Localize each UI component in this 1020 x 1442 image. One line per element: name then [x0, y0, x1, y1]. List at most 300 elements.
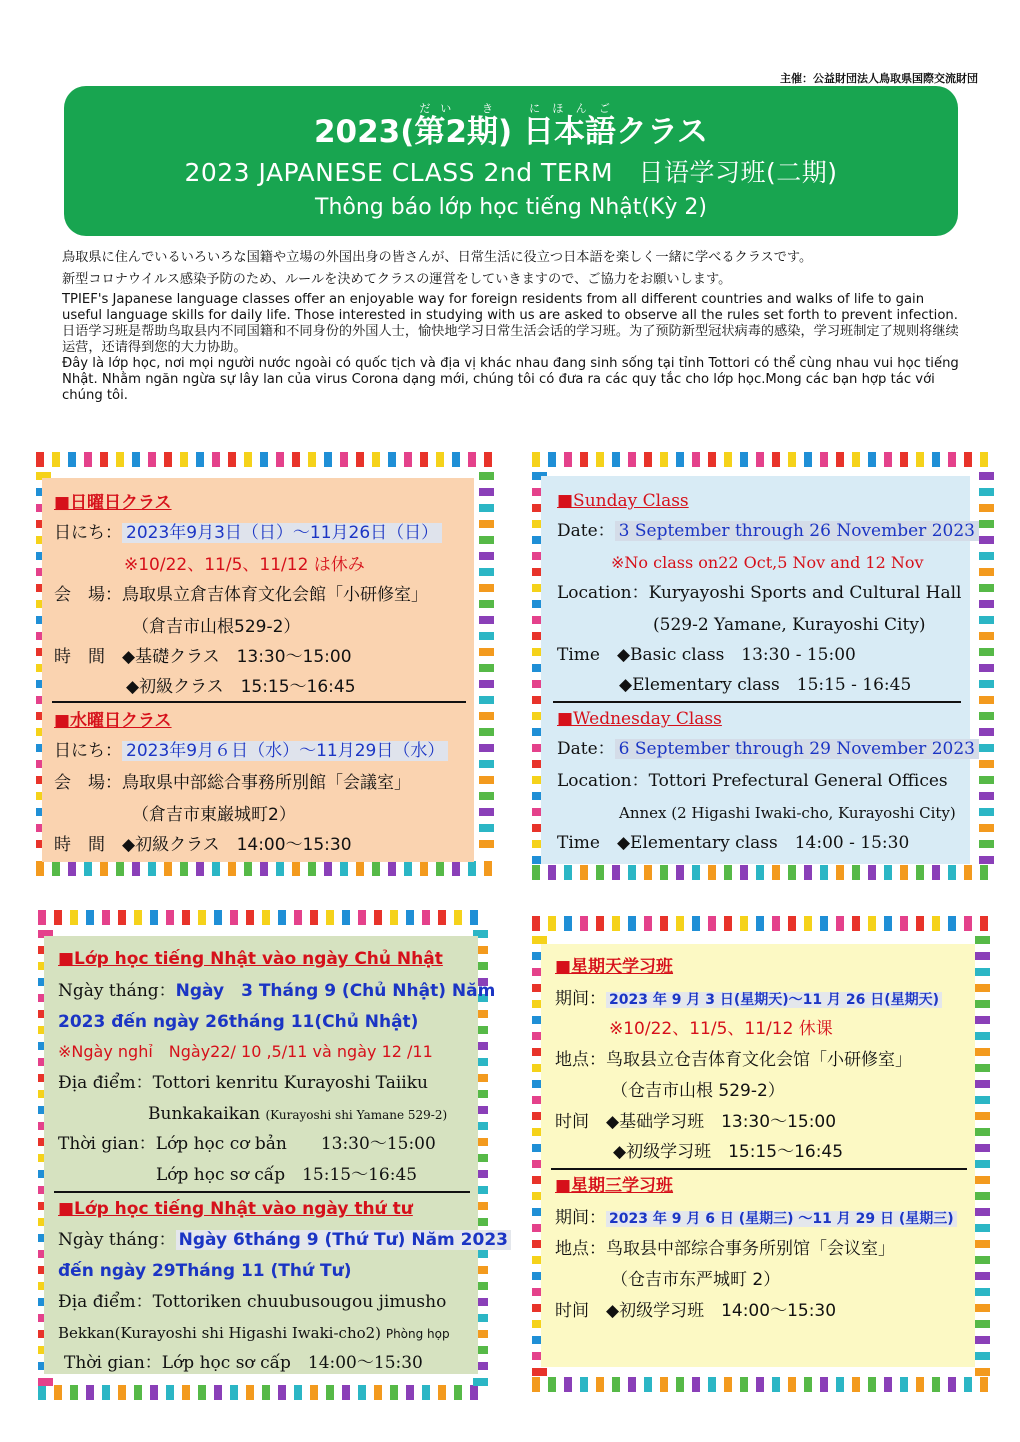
confetti-dash — [975, 1048, 990, 1056]
confetti-dash — [979, 744, 994, 752]
confetti-dash — [228, 452, 236, 467]
confetti-dash — [436, 452, 444, 467]
confetti-dash — [979, 504, 994, 512]
confetti-dash — [804, 865, 812, 880]
confetti-dash — [692, 865, 700, 880]
ja-wed-title — [54, 710, 172, 732]
confetti-dash — [980, 916, 988, 931]
zh-sun-date-row — [555, 988, 942, 1011]
confetti-dash — [612, 452, 620, 467]
confetti-dash — [964, 865, 972, 880]
ja-wed-date-label: 日にち： — [54, 741, 122, 761]
confetti-dash — [340, 452, 348, 467]
title-mid: ) — [497, 114, 523, 150]
confetti-dash — [484, 861, 492, 876]
confetti-dash — [479, 568, 494, 576]
confetti-dash — [468, 861, 476, 876]
confetti-dash — [479, 792, 494, 800]
confetti-dash — [948, 865, 956, 880]
confetti-dash — [479, 584, 494, 592]
confetti-dash — [479, 632, 494, 640]
zh-wed-title-text: ■星期三学习班 — [555, 1176, 674, 1196]
en-wed-time-row — [557, 832, 909, 854]
confetti-dash — [166, 910, 174, 925]
confetti-dash — [628, 452, 636, 467]
confetti-dash — [660, 1377, 668, 1392]
confetti-dash — [975, 1000, 990, 1008]
confetti-dash — [36, 452, 44, 467]
ja-sun-date: 2023年9月3日（日）～11月26日（日） — [122, 523, 442, 543]
page-title — [64, 102, 958, 150]
vi-wed-date-b: đến ngày 29Tháng 11 (Thứ Tư) — [58, 1261, 352, 1281]
confetti-dash — [548, 452, 556, 467]
en-separator — [553, 701, 961, 703]
confetti-dash — [326, 1385, 334, 1400]
confetti-dash — [548, 865, 556, 880]
zh-wed-place-label: 地点： — [555, 1239, 606, 1259]
confetti-dash — [788, 452, 796, 467]
en-wed-title-text: ■Wednesday Class — [557, 709, 722, 729]
zh-wed-place-row — [555, 1238, 895, 1260]
vi-wed-loc-row — [58, 1291, 446, 1313]
confetti-dash — [852, 1377, 860, 1392]
confetti-dash — [708, 452, 716, 467]
vi-sun-time-row — [58, 1133, 436, 1155]
vietnamese-schedule-panel — [44, 936, 508, 1374]
confetti-dash — [246, 1385, 254, 1400]
confetti-dash — [84, 861, 92, 876]
confetti-dash — [979, 728, 994, 736]
confetti-dash — [975, 1336, 990, 1344]
ja-sun-place-label: 会 場： — [54, 585, 122, 605]
confetti-dash — [612, 1377, 620, 1392]
zh-sun-time1: ◆基础学习班 13:30～15:00 — [606, 1112, 837, 1132]
vi-wed-loc: Tottoriken chuubusougou jimusho — [152, 1292, 447, 1312]
ja-sun-addr: （倉吉市山根529-2） — [132, 617, 301, 637]
title-year: 2023( — [313, 114, 415, 150]
confetti-dash — [532, 865, 540, 880]
confetti-dash — [692, 916, 700, 931]
confetti-dash — [884, 1377, 892, 1392]
ja-wed-title-text: ■水曜日クラス — [54, 711, 172, 731]
confetti-dash — [54, 910, 62, 925]
confetti-dash — [454, 910, 462, 925]
confetti-dash — [580, 916, 588, 931]
confetti-dash — [292, 861, 300, 876]
confetti-dash — [975, 1368, 990, 1376]
confetti-dash — [975, 1256, 990, 1264]
confetti-dash — [948, 452, 956, 467]
confetti-dash — [244, 452, 252, 467]
confetti-dash — [564, 1377, 572, 1392]
confetti-dash — [479, 744, 494, 752]
confetti-dash — [116, 861, 124, 876]
confetti-dash — [390, 910, 398, 925]
confetti-dash — [276, 861, 284, 876]
confetti-dash — [484, 452, 492, 467]
confetti-dash — [948, 916, 956, 931]
confetti-dash — [36, 861, 44, 876]
confetti-dash — [980, 865, 988, 880]
confetti-dash — [979, 632, 994, 640]
confetti-dash — [212, 452, 220, 467]
confetti-dash — [979, 712, 994, 720]
ja-wed-addr: （倉吉市東巌城町2） — [132, 805, 296, 825]
vi-wed-time-row — [64, 1352, 423, 1374]
vi-sun-time1: Lớp học cơ bản 13:30～15:00 — [155, 1134, 436, 1154]
confetti-dash — [580, 1377, 588, 1392]
confetti-dash — [975, 1064, 990, 1072]
zh-wed-date-row — [555, 1207, 957, 1230]
confetti-dash — [900, 916, 908, 931]
confetti-dash — [979, 472, 994, 480]
title-ja: 日本語 — [522, 114, 616, 150]
intro-en: TPIEF's Japanese language classes offer an enjoyable way for foreign residents from all different countries and walks of life to gain useful language skills for daily life. Those interested in studying with us are asked to observe all the rules set forth to prevent infection. — [62, 292, 958, 323]
confetti-dash — [979, 680, 994, 688]
confetti-dash — [54, 1385, 62, 1400]
confetti-dash — [132, 861, 140, 876]
en-wed-loc-label: Location： — [557, 771, 649, 791]
vi-wed-date-row — [58, 1229, 511, 1251]
confetti-dash — [975, 936, 990, 944]
confetti-dash — [628, 916, 636, 931]
confetti-dash — [975, 1288, 990, 1296]
confetti-dash — [916, 865, 924, 880]
en-sun-time2: ◆Elementary class 15:15 - 16:45 — [619, 675, 912, 695]
confetti-dash — [324, 861, 332, 876]
confetti-dash — [374, 910, 382, 925]
confetti-dash — [196, 861, 204, 876]
confetti-dash — [676, 865, 684, 880]
confetti-dash — [868, 452, 876, 467]
confetti-dash — [150, 1385, 158, 1400]
vi-wed-title — [58, 1198, 413, 1220]
confetti-dash — [38, 910, 46, 925]
en-sun-loc: Kuryayoshi Sports and Cultural Hall — [648, 583, 962, 603]
confetti-dash — [374, 1385, 382, 1400]
ruby-dai: だい — [414, 102, 462, 115]
ja-wed-time-label: 時 間 — [54, 835, 105, 855]
confetti-dash — [230, 910, 238, 925]
confetti-dash — [479, 552, 494, 560]
chinese-schedule-panel — [541, 944, 975, 1367]
vi-sun-title — [58, 948, 443, 970]
en-wed-date-label: Date： — [557, 739, 615, 759]
confetti-dash — [38, 1385, 46, 1400]
confetti-dash — [180, 861, 188, 876]
title-ja-ruby — [522, 102, 616, 150]
confetti-dash — [438, 910, 446, 925]
confetti-dash — [628, 865, 636, 880]
vi-wed-loc-label: Địa điểm： — [58, 1292, 153, 1312]
ja-wed-time-row — [54, 834, 352, 856]
confetti-dash — [975, 1080, 990, 1088]
ja-sun-time-row — [54, 646, 352, 668]
confetti-dash — [262, 910, 270, 925]
confetti-dash — [228, 861, 236, 876]
confetti-dash — [479, 664, 494, 672]
en-sun-title — [557, 490, 689, 512]
confetti-dash — [406, 1385, 414, 1400]
confetti-dash — [532, 916, 540, 931]
confetti-dash — [836, 452, 844, 467]
confetti-dash — [964, 916, 972, 931]
confetti-dash — [804, 452, 812, 467]
en-wed-date-row — [557, 738, 979, 760]
confetti-dash — [182, 1385, 190, 1400]
vi-sun-loc-row — [58, 1072, 428, 1094]
en-sun-date: 3 September through 26 November 2023 — [615, 521, 979, 541]
zh-sun-place: 鸟取县立仓吉体育文化会馆「小研修室」 — [606, 1050, 912, 1070]
confetti-dash — [660, 865, 668, 880]
confetti-dash — [372, 452, 380, 467]
confetti-dash — [975, 1096, 990, 1104]
confetti-dash — [340, 861, 348, 876]
confetti-dash — [278, 910, 286, 925]
confetti-dash — [436, 861, 444, 876]
intro-vi: Đây là lớp học, nơi mọi người nước ngoài có quốc tịch và địa vị khác nhau đang sinh sống tại tỉnh Tottori có thể cùng nhau vui học tiếng Nhật. Nhằm ngăn ngừa sự lây lan của virus Corona dạng mới, chúng tôi có đưa ra các quy tắc cho lớp học.Mong các bạn hợp tác với chúng tôi. — [62, 356, 959, 403]
confetti-dash — [975, 1224, 990, 1232]
confetti-dash — [438, 1385, 446, 1400]
confetti-dash — [836, 916, 844, 931]
confetti-dash — [310, 910, 318, 925]
confetti-dash — [118, 910, 126, 925]
en-sun-date-label: Date： — [557, 521, 615, 541]
confetti-dash — [52, 861, 60, 876]
confetti-dash — [388, 861, 396, 876]
confetti-dash — [724, 865, 732, 880]
confetti-dash — [804, 1377, 812, 1392]
confetti-dash — [473, 1378, 488, 1386]
vi-wed-date-a: Ngày 6tháng 9 (Thứ Tư) Năm 2023 — [176, 1230, 511, 1250]
vi-sun-time2: Lớp học sơ cấp 15:15～16:45 — [156, 1165, 418, 1185]
confetti-dash — [596, 865, 604, 880]
vi-sun-off: ※Ngày nghỉ Ngày22/ 10 ,5/11 và ngày 12 /11 — [58, 1042, 433, 1061]
confetti-dash — [404, 861, 412, 876]
en-wed-loc: Tottori Prefectural General Offices — [648, 771, 948, 791]
confetti-dash — [420, 861, 428, 876]
zh-sun-date: 2023 年 9 月 3 日(星期天)～11 月 26 日(星期天) — [606, 992, 942, 1008]
confetti-dash — [294, 1385, 302, 1400]
zh-sun-title-text: ■星期天学习班 — [555, 957, 674, 977]
confetti-dash — [52, 452, 60, 467]
confetti-dash — [356, 452, 364, 467]
confetti-dash — [708, 916, 716, 931]
confetti-dash — [644, 916, 652, 931]
en-wed-date: 6 September through 29 November 2023 — [615, 739, 979, 759]
confetti-dash — [644, 452, 652, 467]
confetti-dash — [756, 865, 764, 880]
confetti-dash — [884, 865, 892, 880]
vi-wed-date-label: Ngày tháng： — [58, 1230, 176, 1250]
confetti-dash — [975, 1176, 990, 1184]
confetti-dash — [420, 452, 428, 467]
confetti-dash — [388, 452, 396, 467]
confetti-dash — [975, 1016, 990, 1024]
confetti-dash — [772, 865, 780, 880]
ja-sun-time-label: 時 間 — [54, 647, 105, 667]
confetti-dash — [979, 824, 994, 832]
confetti-dash — [852, 452, 860, 467]
confetti-dash — [884, 452, 892, 467]
confetti-dash — [724, 1377, 732, 1392]
title-class: クラス — [615, 114, 709, 150]
confetti-dash — [308, 452, 316, 467]
confetti-dash — [979, 600, 994, 608]
ja-wed-place-row — [54, 772, 411, 794]
confetti-dash — [68, 452, 76, 467]
confetti-dash — [979, 808, 994, 816]
confetti-dash — [132, 452, 140, 467]
confetti-dash — [852, 916, 860, 931]
vi-wed-time1: Lớp học sơ cấp 14:00～15:30 — [161, 1353, 423, 1373]
confetti-dash — [724, 452, 732, 467]
confetti-dash — [134, 910, 142, 925]
confetti-dash — [964, 1377, 972, 1392]
confetti-dash — [324, 452, 332, 467]
confetti-dash — [900, 452, 908, 467]
confetti-dash — [916, 452, 924, 467]
zh-sun-place-label: 地点： — [555, 1050, 606, 1070]
confetti-dash — [676, 1377, 684, 1392]
ruby-ki: き — [482, 102, 498, 115]
confetti-dash — [452, 452, 460, 467]
confetti-dash — [644, 865, 652, 880]
confetti-dash — [580, 452, 588, 467]
confetti-dash — [86, 1385, 94, 1400]
confetti-dash — [676, 452, 684, 467]
confetti-dash — [788, 916, 796, 931]
confetti-dash — [692, 452, 700, 467]
confetti-dash — [479, 648, 494, 656]
confetti-dash — [276, 452, 284, 467]
confetti-dash — [479, 728, 494, 736]
confetti-dash — [979, 552, 994, 560]
confetti-dash — [708, 865, 716, 880]
confetti-dash — [979, 760, 994, 768]
confetti-dash — [900, 865, 908, 880]
confetti-dash — [964, 452, 972, 467]
en-sun-time1: ◆Basic class 13:30 - 15:00 — [616, 645, 856, 665]
japanese-schedule-panel — [42, 478, 474, 862]
confetti-dash — [479, 472, 494, 480]
confetti-dash — [358, 910, 366, 925]
confetti-dash — [692, 1377, 700, 1392]
confetti-dash — [820, 865, 828, 880]
confetti-dash — [404, 452, 412, 467]
confetti-dash — [308, 861, 316, 876]
zh-wed-date: 2023 年 9 月 6 日 (星期三) ～11 月 29 日 (星期三) — [606, 1211, 957, 1227]
confetti-dash — [68, 861, 76, 876]
confetti-dash — [628, 1377, 636, 1392]
en-wed-time1: ◆Elementary class 14:00 - 15:30 — [616, 833, 910, 853]
confetti-dash — [356, 861, 364, 876]
confetti-dash — [975, 1144, 990, 1152]
confetti-dash — [390, 1385, 398, 1400]
confetti-dash — [548, 916, 556, 931]
zh-wed-title — [555, 1175, 673, 1197]
confetti-dash — [479, 760, 494, 768]
confetti-dash — [479, 840, 494, 848]
confetti-dash — [342, 910, 350, 925]
confetti-dash — [164, 452, 172, 467]
confetti-dash — [422, 1385, 430, 1400]
confetti-dash — [975, 1112, 990, 1120]
confetti-dash — [975, 1272, 990, 1280]
confetti-dash — [660, 916, 668, 931]
confetti-dash — [740, 865, 748, 880]
confetti-dash — [900, 1377, 908, 1392]
intro-ja-2: 新型コロナウイルス感染予防のため、ルールを決めてクラスの運営をしていきますので、ご協力をお願いします。 — [62, 272, 732, 287]
zh-sun-off: ※10/22、11/5、11/12 休课 — [609, 1019, 833, 1039]
confetti-dash — [979, 536, 994, 544]
confetti-dash — [294, 910, 302, 925]
confetti-dash — [980, 452, 988, 467]
vi-wed-loc2-row — [58, 1322, 450, 1345]
vi-wed-loc2-small: Phòng họp — [385, 1327, 450, 1341]
confetti-dash — [150, 910, 158, 925]
confetti-dash — [979, 520, 994, 528]
confetti-dash — [278, 1385, 286, 1400]
confetti-dash — [479, 536, 494, 544]
en-sun-loc-row — [557, 582, 961, 604]
confetti-dash — [975, 1208, 990, 1216]
zh-sun-time-label: 时间 — [555, 1112, 589, 1132]
confetti-dash — [756, 452, 764, 467]
sponsor-text: 主催：公益財団法人鳥取県国際交流財団 — [780, 72, 978, 85]
confetti-dash — [452, 861, 460, 876]
ja-sun-place-row — [54, 584, 428, 606]
title-term-ruby — [414, 102, 498, 150]
vi-sun-date-b: 2023 đến ngày 26tháng 11(Chủ Nhật) — [58, 1012, 419, 1032]
confetti-dash — [868, 1377, 876, 1392]
confetti-dash — [326, 910, 334, 925]
ja-sun-place: 鳥取県立倉吉体育文化会館「小研修室」 — [122, 585, 428, 605]
ja-wed-place: 鳥取県中部総合事務所別館「会議室」 — [122, 773, 411, 793]
confetti-dash — [246, 910, 254, 925]
confetti-dash — [342, 1385, 350, 1400]
confetti-dash — [182, 910, 190, 925]
confetti-dash — [100, 861, 108, 876]
vi-sun-loc2: Bunkakaikan — [148, 1104, 261, 1124]
confetti-dash — [70, 1385, 78, 1400]
confetti-dash — [804, 916, 812, 931]
confetti-dash — [979, 616, 994, 624]
confetti-dash — [292, 452, 300, 467]
zh-wed-time1: ◆初级学习班 14:00～15:30 — [606, 1301, 837, 1321]
vi-sun-loc-label: Địa điểm： — [58, 1073, 153, 1093]
title-term: 第2期 — [414, 114, 498, 150]
confetti-dash — [740, 1377, 748, 1392]
vi-sun-time-label: Thời gian： — [58, 1134, 156, 1154]
vi-separator — [54, 1191, 470, 1193]
vi-sun-date-row — [58, 980, 495, 1002]
confetti-dash — [564, 865, 572, 880]
confetti-dash — [724, 916, 732, 931]
confetti-dash — [358, 1385, 366, 1400]
ja-sun-date-row — [54, 522, 442, 544]
confetti-dash — [596, 1377, 604, 1392]
confetti-dash — [975, 1032, 990, 1040]
confetti-dash — [772, 452, 780, 467]
confetti-dash — [214, 910, 222, 925]
confetti-dash — [102, 910, 110, 925]
confetti-dash — [979, 584, 994, 592]
confetti-dash — [975, 968, 990, 976]
ja-sun-date-label: 日にち： — [54, 523, 122, 543]
en-wed-title — [557, 708, 722, 730]
confetti-dash — [612, 865, 620, 880]
